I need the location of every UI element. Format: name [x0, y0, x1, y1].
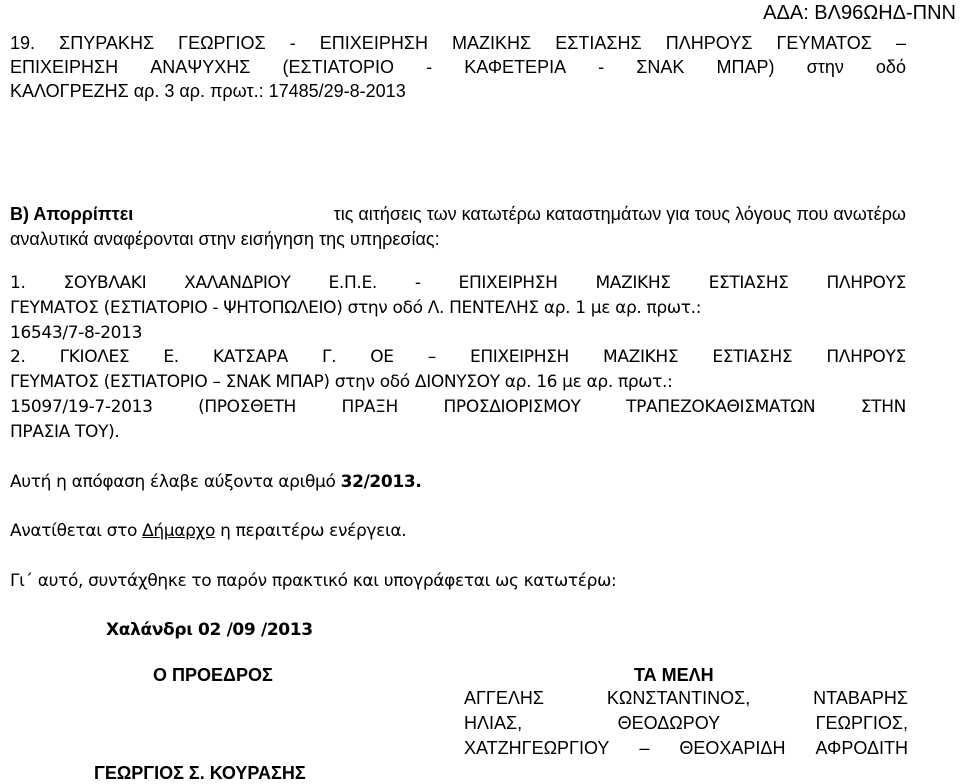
word: ΓΕΩΡΓΙΟΣ — [178, 33, 266, 53]
item19-line1 — [10, 33, 906, 54]
word: ΤΡΑΠΕΖΟΚΑΘΙΣΜΑΤΩΝ — [626, 397, 816, 417]
rejected-item1-line3: 16543/7-8-2013 — [10, 323, 143, 343]
word: ΘΕΟΔΩΡΟΥ — [617, 713, 721, 733]
word: οδό — [875, 57, 906, 77]
word: (ΠΡΟΣΘΕΤΗ — [198, 397, 296, 417]
word: - — [426, 57, 433, 77]
word: ΣΝΑΚ — [636, 57, 685, 77]
word: ΕΣΤΙΑΣΗΣ — [555, 33, 642, 53]
ada-code: ΑΔΑ: ΒΛ96ΩΗΔ-ΠΝΝ — [763, 2, 956, 24]
section-b-line2: αναλυτικά αναφέρονται στην εισήγηση της υπηρεσίας: — [10, 229, 440, 249]
word: - — [598, 57, 605, 77]
assign-mayor: Δήμαρχο — [142, 521, 216, 541]
word: ΣΟΥΒΛΑΚΙ — [63, 273, 147, 293]
place-date: Χαλάνδρι 02 /09 /2013 — [106, 620, 313, 640]
word: ΗΛΙΑΣ, — [464, 713, 523, 733]
word: ΠΛΗΡΟΥΣ — [826, 273, 906, 293]
rejected-item2-line2-text: ΓΕΥΜΑΤΟΣ (ΕΣΤΙΑΤΟΡΙΟ – ΣΝΑΚ ΜΠΑΡ) στην οδό ΔΙΟΝΥΣΟΥ αρ. 16 με αρ. πρωτ.: — [10, 372, 673, 392]
word: ΠΛΗΡΟΥΣ — [826, 347, 906, 367]
president-name: ΓΕΩΡΓΙΟΣ Σ. ΚΟΥΡΑΣΗΣ — [94, 763, 306, 783]
word: – — [427, 347, 436, 367]
word: ΣΠΥΡΑΚΗΣ — [59, 33, 155, 53]
closing-line: Γι΄ αυτό, συντάχθηκε το παρόν πρακτικό και υπογράφεται ως κατωτέρω: — [10, 571, 617, 591]
rejected-item2-line1 — [10, 347, 906, 367]
word: στην — [806, 57, 844, 77]
word: ΑΦΡΟΔΙΤΗ — [815, 738, 908, 758]
word: – — [639, 738, 650, 758]
word: ΧΑΤΖΗΓΕΩΡΓΙΟΥ — [464, 738, 610, 758]
assign-line — [10, 521, 406, 541]
word: ΜΑΖΙΚΗΣ — [603, 347, 679, 367]
word: 1. — [10, 273, 26, 293]
member-line-2 — [464, 713, 908, 734]
word: Ε. — [163, 347, 179, 367]
word: – — [895, 33, 906, 53]
word: 2. — [10, 347, 26, 367]
word: ΑΓΓΕΛΗΣ — [464, 688, 544, 708]
word: ΜΑΖΙΚΗΣ — [452, 33, 532, 53]
word: ΟΕ — [370, 347, 394, 367]
word: ΕΣΤΙΑΣΗΣ — [708, 273, 789, 293]
member-line-1 — [464, 688, 908, 709]
assign-suffix: η περαιτέρω ενέργεια. — [215, 521, 407, 541]
word: 15097/19-7-2013 — [10, 397, 153, 417]
president-title: Ο ΠΡΟΕΔΡΟΣ — [153, 665, 273, 685]
section-b-line1 — [10, 204, 906, 225]
assign-prefix: Ανατίθεται στο — [10, 521, 143, 541]
word: ΚΩΝΣΤΑΝΤΙΝΟΣ, — [606, 688, 751, 708]
word: ΚΑΦΕΤΕΡΙΑ — [464, 57, 567, 77]
word: ΣΤΗΝ — [860, 397, 906, 417]
word: - — [289, 33, 296, 53]
word: ΠΛΗΡΟΥΣ — [665, 33, 753, 53]
word: ΠΡΑΞΗ — [341, 397, 398, 417]
rejected-item2-line3 — [10, 397, 906, 417]
word: Ε.Π.Ε. — [328, 273, 377, 293]
rejected-item1-line2: ΓΕΥΜΑΤΟΣ (ΕΣΤΙΑΤΟΡΙΟ - ΨΗΤΟΠΩΛΕΙΟ) στην οδό Λ. ΠΕΝΤΕΛΗΣ αρ. 1 με αρ. πρωτ.: — [10, 298, 702, 318]
word: ΕΣΤΙΑΣΗΣ — [712, 347, 793, 367]
word: 19. — [10, 33, 36, 53]
word: ΕΠΙΧΕΙΡΗΣΗ — [469, 347, 569, 367]
word: ΧΑΛΑΝΔΡΙΟΥ — [184, 273, 291, 293]
word: ΕΠΙΧΕΙΡΗΣΗ — [458, 273, 558, 293]
word: (ΕΣΤΙΑΤΟΡΙΟ — [282, 57, 395, 77]
word: ΚΑΤΣΑΡΑ — [212, 347, 288, 367]
word: ΓΕΩΡΓΙΟΣ, — [815, 713, 908, 733]
section-b-text: τις αιτήσεις των κατωτέρω καταστημάτων για τους λόγους που ανωτέρω — [328, 204, 906, 224]
section-b-label: Β) Απορρίπτει — [10, 204, 134, 224]
member-line-3 — [464, 738, 908, 759]
rejected-item2-line2 — [10, 372, 672, 392]
word: ΕΠΙΧΕΙΡΗΣΗ — [319, 33, 428, 53]
decision-number: 32/2013. — [340, 472, 422, 492]
rejected-item2-line4: ΠΡΑΣΙΑ ΤΟΥ). — [10, 422, 120, 442]
word: Γ. — [321, 347, 337, 367]
decision-line — [10, 472, 421, 492]
word: ΜΑΖΙΚΗΣ — [595, 273, 671, 293]
word: - — [414, 273, 421, 293]
word: ΝΤΑΒΑΡΗΣ — [813, 688, 908, 708]
members-title: ΤΑ ΜΕΛΗ — [634, 665, 714, 685]
word: ΑΝΑΨΥΧΗΣ — [150, 57, 251, 77]
word: ΓΕΥΜΑΤΟΣ — [776, 33, 872, 53]
decision-text: Αυτή η απόφαση έλαβε αύξοντα αριθμό — [10, 472, 341, 492]
item19-line2 — [10, 57, 906, 78]
word: ΓΚΙΟΛΕΣ — [59, 347, 130, 367]
word: ΘΕΟΧΑΡΙΔΗ — [679, 738, 786, 758]
rejected-item1-line1 — [10, 273, 906, 293]
word: ΠΡΟΣΔΙΟΡΙΣΜΟΥ — [443, 397, 581, 417]
item19-line3: ΚΑΛΟΓΡΕΖΗΣ αρ. 3 αρ. πρωτ.: 17485/29-8-2013 — [10, 81, 406, 101]
word: ΕΠΙΧΕΙΡΗΣΗ — [10, 57, 119, 77]
word: ΜΠΑΡ) — [716, 57, 775, 77]
